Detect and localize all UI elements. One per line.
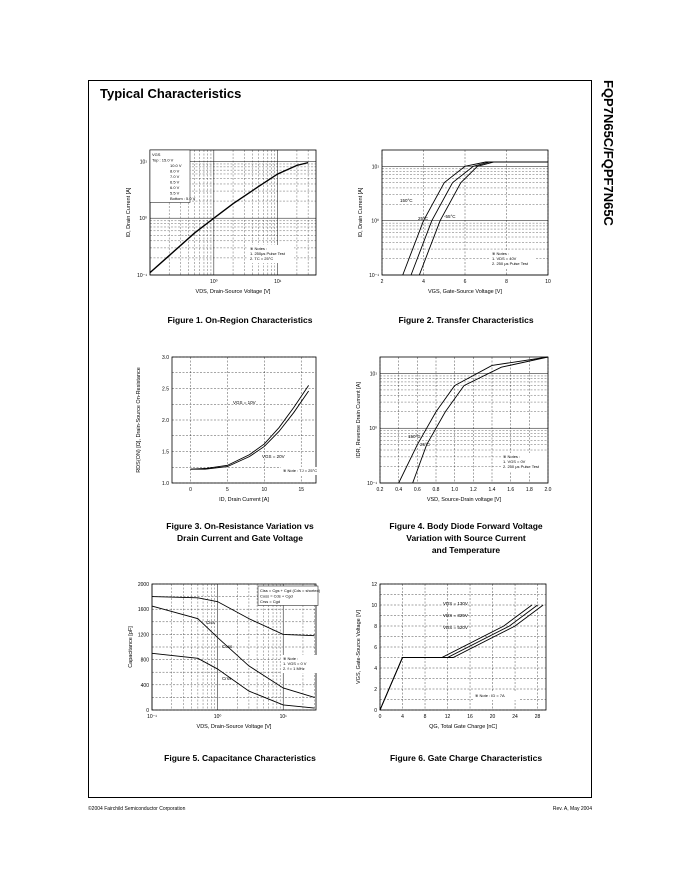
x-tick-label: 12 xyxy=(444,714,451,720)
y-tick-label: 10 xyxy=(371,603,377,609)
x-tick-label: 0.2 xyxy=(376,487,384,493)
caption-line: Figure 3. On-Resistance Variation vs xyxy=(166,521,314,531)
note-text: 2. TC = 25°C xyxy=(250,256,274,261)
y-axis-label: IDR, Reverse Drain Current [A] xyxy=(356,382,362,458)
x-tick-label: 10⁻¹ xyxy=(147,714,157,720)
annotation-label: VGS = 20V xyxy=(262,454,285,459)
y-tick-label: 10⁻¹ xyxy=(367,481,377,487)
y-tick-label: 1.0 xyxy=(162,481,169,487)
x-tick-label: 2 xyxy=(380,279,384,285)
legend-entry: VGS xyxy=(152,152,161,157)
note-text: 1. VGS = 0V xyxy=(503,459,526,464)
note-text: ※ Notes : xyxy=(250,246,268,251)
x-tick-label: 1.2 xyxy=(469,487,477,493)
annotation-label: VDS = 520V xyxy=(443,625,468,630)
x-tick-label: 4 xyxy=(422,279,425,285)
annotation-label: 25°C xyxy=(420,442,431,447)
y-tick-label: 10⁻¹ xyxy=(137,273,147,279)
legend-entry: 10.0 V xyxy=(170,163,182,168)
x-tick-label: 10 xyxy=(545,279,551,285)
annotation-label: 25°C xyxy=(418,216,429,221)
x-tick-label: 10¹ xyxy=(274,279,282,285)
caption-line: Figure 1. On-Region Characteristics xyxy=(167,315,313,325)
x-tick-label: 20 xyxy=(489,714,496,720)
y-tick-label: 2000 xyxy=(137,582,149,588)
note-text: ※ Note : ID = 7A xyxy=(475,693,505,698)
y-tick-label: 2 xyxy=(374,687,377,693)
y-tick-label: 10⁰ xyxy=(371,218,379,225)
annotation-label: 150°C xyxy=(400,198,413,203)
legend-entry: Ciss = Cgs + Cgd (Cds = shorted) xyxy=(260,588,321,593)
x-tick-label: 1.4 xyxy=(488,487,496,493)
note-text: ※ Note : xyxy=(283,656,299,661)
x-tick-label: 15 xyxy=(298,487,305,493)
legend-entry: Top : 15.0 V xyxy=(152,157,174,163)
x-tick-label: 0 xyxy=(189,487,192,493)
annotation-label: VDS = 325V xyxy=(443,613,468,618)
y-tick-label: 6 xyxy=(374,645,377,651)
annotation-label: VDS = 130V xyxy=(443,601,468,606)
legend-entry: 7.0 V xyxy=(170,174,180,179)
x-tick-label: 0 xyxy=(378,714,382,720)
legend-entry: 6.5 V xyxy=(170,179,180,185)
annotation-label: -55°C xyxy=(444,214,456,219)
y-tick-label: 10¹ xyxy=(139,159,147,166)
note-text: ※ Note : TJ = 25°C xyxy=(283,468,318,473)
section-title: Typical Characteristics xyxy=(100,86,242,101)
y-tick-label: 400 xyxy=(140,682,149,689)
annotation-label: VGS = 10V xyxy=(233,400,256,405)
y-tick-label: 1200 xyxy=(137,632,149,639)
y-tick-label: 10⁰ xyxy=(369,426,377,433)
y-tick-label: 10¹ xyxy=(369,371,377,378)
figure-caption xyxy=(346,752,586,764)
y-tick-label: 10⁻¹ xyxy=(369,273,379,279)
y-tick-label: 10⁰ xyxy=(139,216,147,223)
note-text: 1. 250μs Pulse Test xyxy=(250,251,285,256)
annotation-label: Ciss xyxy=(206,620,215,625)
y-tick-label: 12 xyxy=(371,582,377,588)
y-tick-label: 800 xyxy=(140,657,149,664)
x-tick-label: 24 xyxy=(512,714,518,720)
y-axis-label: Capacitance [pF] xyxy=(128,626,134,668)
note-text: 2. 250 μs Pulse Test xyxy=(492,261,529,266)
y-axis-label: ID, Drain Current [A] xyxy=(358,187,364,238)
x-tick-label: 2.0 xyxy=(544,487,552,493)
x-tick-label: 28 xyxy=(534,714,541,720)
caption-line: Variation with Source Current xyxy=(406,533,526,543)
caption-line: Figure 5. Capacitance Characteristics xyxy=(164,753,316,763)
y-tick-label: 2.5 xyxy=(162,386,169,393)
note-text: 1. VDS = 40V xyxy=(492,256,517,261)
note-text: 1. VGS = 0 V xyxy=(283,661,307,666)
note-text: ※ Notes : xyxy=(492,251,510,256)
x-tick-label: 1.8 xyxy=(525,487,533,493)
footer-revision: Rev. A, May 2004 xyxy=(552,806,592,812)
y-tick-label: 2.0 xyxy=(162,418,169,424)
legend-entry: Crss = Cgd xyxy=(260,599,281,604)
note-text: 2. 250 μs Pulse Test xyxy=(503,464,540,469)
x-tick-label: 5 xyxy=(225,487,229,493)
x-axis-label: ID, Drain Current [A] xyxy=(219,497,269,503)
x-axis-label: VGS, Gate-Source Voltage [V] xyxy=(428,289,502,295)
caption-line: Drain Current and Gate Voltage xyxy=(177,533,303,543)
x-axis-label: VDS, Drain-Source Voltage [V] xyxy=(195,289,271,295)
x-tick-label: 10¹ xyxy=(279,714,287,720)
y-tick-label: 4 xyxy=(374,666,377,672)
caption-line: Figure 4. Body Diode Forward Voltage xyxy=(389,521,543,531)
y-axis-label: VGS, Gate-Source Voltage [V] xyxy=(356,610,362,684)
caption-line: Figure 6. Gate Charge Characteristics xyxy=(389,753,543,763)
legend-entry: Bottom : 5.0 V xyxy=(170,196,196,201)
y-axis-label: ID, Drain Current [A] xyxy=(126,187,132,238)
x-tick-label: 8 xyxy=(423,714,427,720)
x-tick-label: 10⁰ xyxy=(210,279,218,285)
x-tick-label: 0.4 xyxy=(395,487,403,493)
annotation-label: 150°C xyxy=(408,434,421,439)
footer-copyright: ©2004 Fairchild Semiconductor Corporation xyxy=(88,806,186,812)
y-tick-label: 3.0 xyxy=(162,355,169,361)
legend-entry: 5.5 V xyxy=(170,190,180,196)
x-tick-label: 0.6 xyxy=(413,487,421,493)
x-tick-label: 1.0 xyxy=(451,487,459,493)
x-tick-label: 10 xyxy=(261,487,268,493)
y-tick-label: 1.5 xyxy=(162,449,169,456)
x-tick-label: 16 xyxy=(467,714,473,720)
x-tick-label: 6 xyxy=(463,279,467,285)
y-axis-label: RDS(ON) [Ω], Drain-Source On-Resistance xyxy=(136,367,142,473)
caption-line: and Temperature xyxy=(431,545,501,555)
note-text: 2. f = 1 MHz xyxy=(283,666,305,671)
y-tick-label: 0 xyxy=(146,708,149,714)
x-tick-label: 4 xyxy=(401,714,404,720)
x-axis-label: VSD, Source-Drain voltage [V] xyxy=(426,497,502,503)
annotation-label: Coss xyxy=(222,644,233,649)
x-axis-label: QG, Total Gate Charge [nC] xyxy=(429,724,497,730)
annotation-label: Crss xyxy=(222,676,232,681)
legend-entry: 8.0 V xyxy=(170,168,180,174)
caption-line: Figure 2. Transfer Characteristics xyxy=(398,315,534,325)
legend-entry: 6.0 V xyxy=(170,185,180,190)
x-tick-label: 10⁰ xyxy=(213,714,222,720)
y-tick-label: 10¹ xyxy=(371,164,379,171)
x-axis-label: VDS, Drain-Source Voltage [V] xyxy=(196,724,272,730)
x-tick-label: 1.6 xyxy=(507,487,515,493)
x-tick-label: 8 xyxy=(505,279,508,285)
note-text: ※ Notes : xyxy=(503,454,521,459)
y-tick-label: 0 xyxy=(374,708,377,714)
x-tick-label: 0.8 xyxy=(432,487,440,493)
y-tick-label: 1600 xyxy=(137,607,149,614)
legend-entry: Coss = Cds + Cgd xyxy=(260,593,293,599)
side-title-text: FQP7N65C/FQPF7N65C xyxy=(601,80,616,226)
y-tick-label: 8 xyxy=(374,624,377,630)
